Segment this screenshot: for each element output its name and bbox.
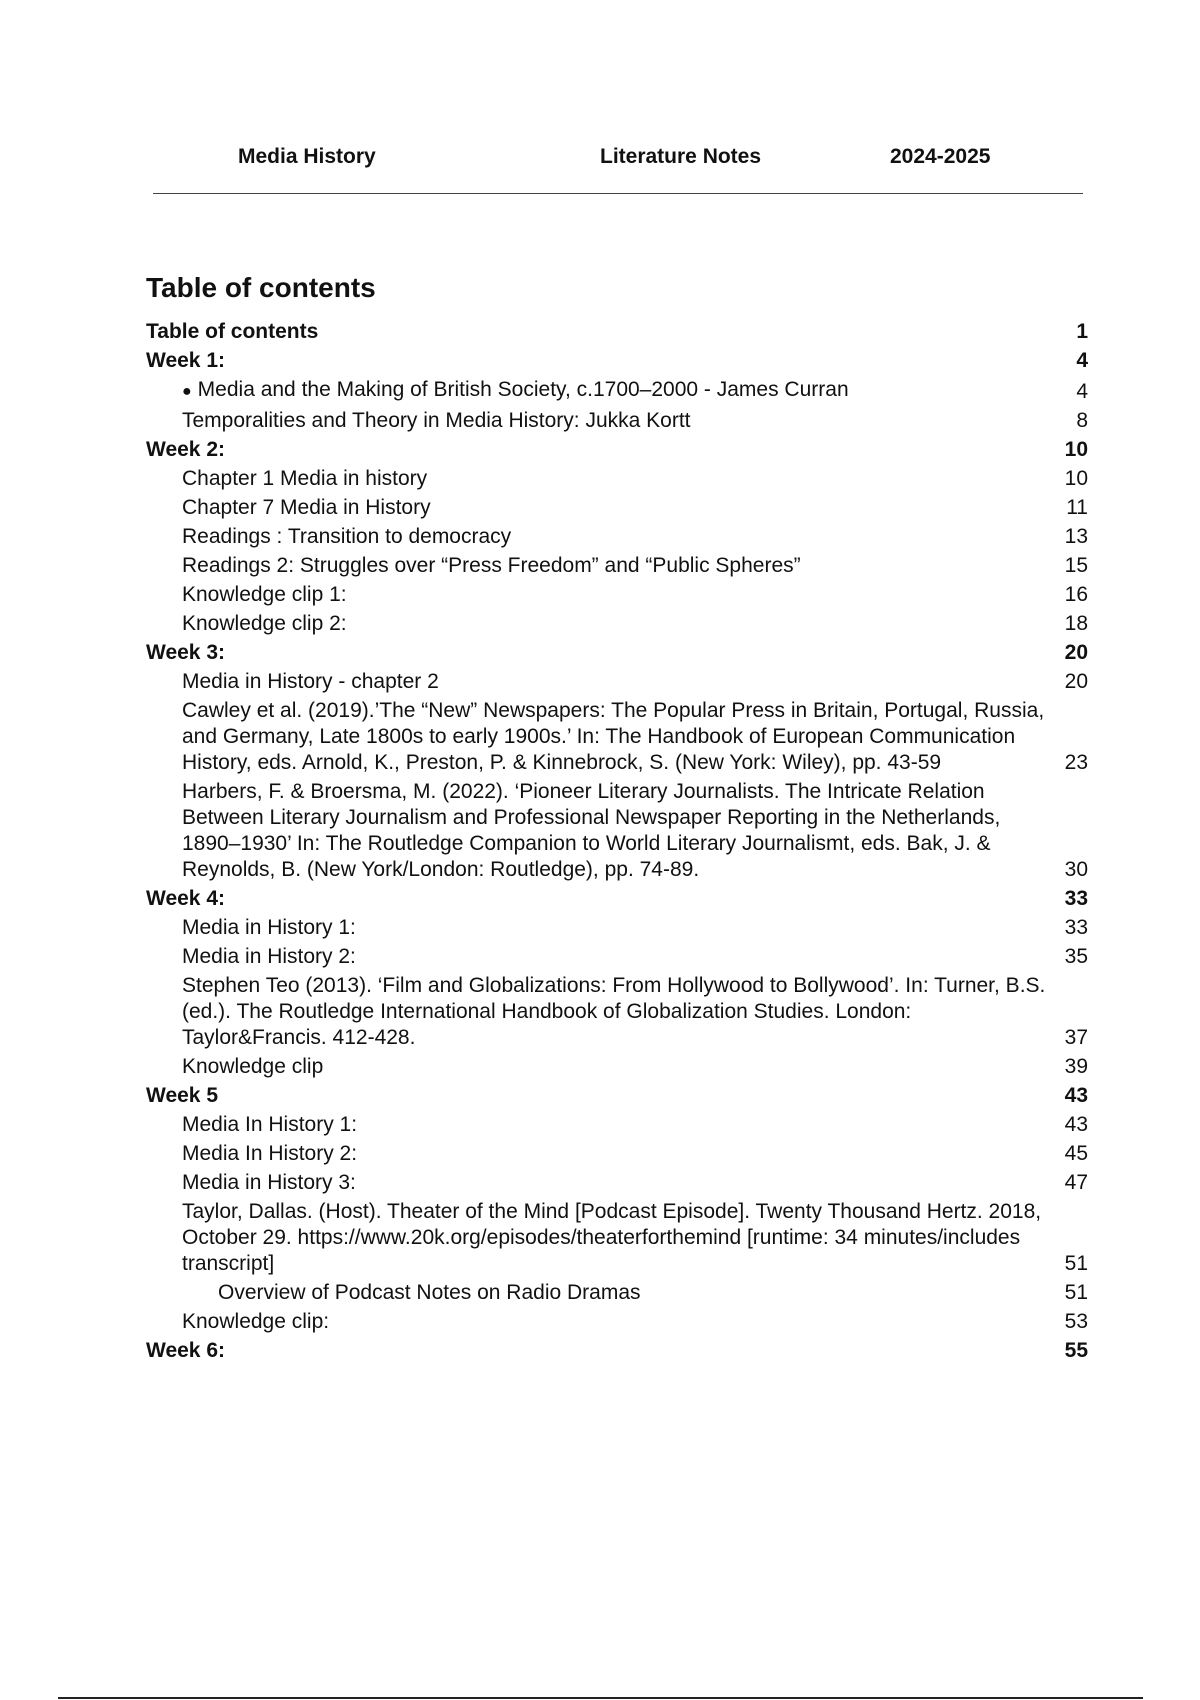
toc-entry-page: 45 — [1064, 1142, 1088, 1165]
toc-entry-page: 23 — [1064, 751, 1088, 774]
toc-entry-title — [182, 1141, 1088, 1167]
toc-heading-entry[interactable] — [146, 1080, 1088, 1109]
toc-heading-entry[interactable] — [146, 883, 1088, 912]
toc-entry-text: Overview of Podcast Notes on Radio Dramas — [218, 1281, 641, 1304]
toc-entry-text: Media and the Making of British Society, c.1700–2000 - James Curran — [197, 378, 849, 401]
toc-entry-page: 53 — [1064, 1310, 1088, 1333]
toc-entry-title — [182, 1054, 1088, 1080]
toc-entry-title — [146, 886, 1088, 912]
toc-entry-page: 4 — [1076, 380, 1088, 403]
toc-entry-text: Media In History 2: — [182, 1142, 358, 1165]
bullet-icon: ● — [182, 383, 192, 400]
toc-entry-text: Readings 2: Struggles over “Press Freedom” and “Public Spheres” — [182, 554, 801, 577]
toc-entry-title — [146, 640, 1088, 666]
toc-entry-text: Chapter 1 Media in history — [182, 467, 428, 490]
toc-entry-text: Media in History 2: — [182, 945, 356, 968]
header-course: Media History — [238, 145, 376, 168]
toc-entry[interactable] — [146, 1167, 1088, 1196]
toc-entry[interactable] — [146, 608, 1088, 637]
toc-entry[interactable] — [146, 941, 1088, 970]
toc-entry-text: Week 3: — [146, 641, 225, 664]
toc-entry-page: 8 — [1076, 409, 1088, 432]
toc-entry-page: 20 — [1064, 641, 1088, 664]
toc-entry-page: 18 — [1064, 612, 1088, 635]
toc-entry-text: Knowledge clip 2: — [182, 612, 347, 635]
toc-entry-text: Media in History 3: — [182, 1171, 356, 1194]
toc-entry-title — [182, 915, 1088, 941]
toc-entry-text: Week 5 — [146, 1084, 218, 1107]
toc-entry-page: 43 — [1064, 1084, 1088, 1107]
toc-heading-entry[interactable] — [146, 434, 1088, 463]
toc-entry-title — [182, 1112, 1088, 1138]
toc-entry-text: Week 2: — [146, 438, 225, 461]
toc-entry-page: 11 — [1066, 496, 1088, 519]
toc-entry-page: 16 — [1064, 583, 1088, 606]
toc-entry-page: 4 — [1076, 349, 1088, 372]
toc-entry-page: 30 — [1064, 858, 1088, 881]
toc-entry-title — [182, 1309, 1088, 1335]
toc-entry-title — [146, 1338, 1088, 1364]
toc-entry-text: Knowledge clip — [182, 1055, 324, 1078]
toc-entry[interactable] — [146, 492, 1088, 521]
toc-entry-text: Cawley et al. (2019).’The “New” Newspapers: The Popular Press in Britain, Portugal, Russia, and Germany, Late 1800s to early 1900s.’ In: The Handbook of European Communication History, eds. Arnold, K., Preston, P. & Kinnebrock, S. (New York: Wiley), pp. 43-59 — [182, 699, 1045, 774]
toc-entry-page: 55 — [1064, 1339, 1088, 1362]
toc-entry-title — [182, 698, 1088, 776]
toc-entry-text: Table of contents — [146, 320, 319, 343]
toc-entry[interactable] — [146, 776, 1088, 883]
toc-entry-text: Week 1: — [146, 349, 225, 372]
toc-heading-entry[interactable] — [146, 316, 1088, 345]
toc-entry-page: 43 — [1064, 1113, 1088, 1136]
toc-entry-page: 37 — [1064, 1026, 1088, 1049]
toc-entry-title — [182, 779, 1088, 883]
toc-entry-title — [182, 944, 1088, 970]
toc-title: Table of contents — [146, 272, 376, 303]
toc-entry-page: 47 — [1064, 1171, 1088, 1194]
toc-entry-title — [182, 1199, 1088, 1277]
toc-entry[interactable] — [146, 666, 1088, 695]
toc-entry[interactable] — [146, 1277, 1088, 1306]
toc-entry-text: Week 4: — [146, 887, 225, 910]
page-header — [0, 145, 1200, 175]
toc-entry[interactable] — [146, 1306, 1088, 1335]
header-divider — [153, 193, 1083, 194]
toc-entry-title — [218, 1280, 1088, 1306]
toc-heading-entry[interactable] — [146, 345, 1088, 374]
toc-entry-title — [182, 495, 1088, 521]
footer-divider — [58, 1697, 1143, 1699]
toc-entry[interactable] — [146, 1051, 1088, 1080]
toc-entry-title — [182, 408, 1088, 434]
toc-entry-title — [182, 466, 1088, 492]
toc-entry-text: Readings : Transition to democracy — [182, 525, 512, 548]
toc-entry-text: Knowledge clip 1: — [182, 583, 347, 606]
toc-entry-page: 1 — [1076, 320, 1088, 343]
toc-entry-text: Stephen Teo (2013). ‘Film and Globalizations: From Hollywood to Bollywood’. In: Turner, B.S. (ed.). The Routledge International Handbook of Globalization Studies. London: Taylor&Francis. 412-428. — [182, 974, 1046, 1049]
table-of-contents — [146, 316, 1088, 1364]
toc-entry[interactable] — [146, 550, 1088, 579]
toc-entry-title — [182, 524, 1088, 550]
toc-entry-text: Temporalities and Theory in Media History: Jukka Kortt — [182, 409, 691, 432]
toc-entry-page: 51 — [1064, 1281, 1088, 1304]
header-year: 2024-2025 — [890, 145, 991, 168]
toc-entry-title — [146, 348, 1088, 374]
toc-entry-title — [182, 611, 1088, 637]
toc-entry[interactable] — [146, 1138, 1088, 1167]
toc-entry[interactable] — [146, 374, 1088, 405]
toc-entry-page: 10 — [1064, 438, 1088, 461]
toc-entry[interactable] — [146, 405, 1088, 434]
toc-entry-page: 15 — [1064, 554, 1088, 577]
toc-entry-page: 13 — [1064, 525, 1088, 548]
toc-entry[interactable] — [146, 970, 1088, 1051]
toc-entry-text: Knowledge clip: — [182, 1310, 330, 1333]
toc-entry-page: 10 — [1064, 467, 1088, 490]
toc-entry-page: 35 — [1064, 945, 1088, 968]
toc-entry[interactable] — [146, 1196, 1088, 1277]
toc-entry[interactable] — [146, 1109, 1088, 1138]
toc-entry-page: 39 — [1064, 1055, 1088, 1078]
toc-entry-text: Media in History - chapter 2 — [182, 670, 439, 693]
toc-entry-text: Chapter 7 Media in History — [182, 496, 431, 519]
toc-heading-entry[interactable] — [146, 1335, 1088, 1364]
toc-entry-title — [182, 1170, 1088, 1196]
toc-entry-page: 33 — [1064, 887, 1088, 910]
toc-entry[interactable] — [146, 579, 1088, 608]
toc-entry[interactable] — [146, 521, 1088, 550]
toc-entry-title — [146, 437, 1088, 463]
toc-entry-text: Media In History 1: — [182, 1113, 358, 1136]
toc-entry-title — [146, 1083, 1088, 1109]
toc-entry[interactable] — [146, 463, 1088, 492]
toc-entry-title — [182, 669, 1088, 695]
toc-entry[interactable] — [146, 695, 1088, 776]
toc-entry-title — [182, 582, 1088, 608]
toc-entry-page: 33 — [1064, 916, 1088, 939]
toc-entry[interactable] — [146, 912, 1088, 941]
toc-heading-entry[interactable] — [146, 637, 1088, 666]
toc-entry-title — [146, 319, 1088, 345]
toc-entry-text: Harbers, F. & Broersma, M. (2022). ‘Pioneer Literary Journalists. The Intricate Relation Between Literary Journalism and Professional Newspaper Reporting in the Netherlands, 1890–1930’ In: The Routledge Companion to World Literary Journalismt, eds. Bak, J. & Reynolds, B. (New York/London: Routledge), pp. 74-89. — [182, 780, 1001, 881]
header-doc-type: Literature Notes — [600, 145, 762, 168]
toc-entry-text: Taylor, Dallas. (Host). Theater of the Mind [Podcast Episode]. Twenty Thousand Hertz. 2018, October 29. https://www.20k.org/episodes/theaterforthemind [runtime: 34 minutes/includes transcript] — [182, 1200, 1042, 1275]
toc-entry-title — [182, 553, 1088, 579]
toc-entry-page: 51 — [1064, 1252, 1088, 1275]
toc-entry-text: Week 6: — [146, 1339, 225, 1362]
toc-entry-title — [182, 973, 1088, 1051]
toc-entry-title — [182, 377, 1088, 405]
toc-entry-text: Media in History 1: — [182, 916, 356, 939]
toc-entry-page: 20 — [1064, 670, 1088, 693]
